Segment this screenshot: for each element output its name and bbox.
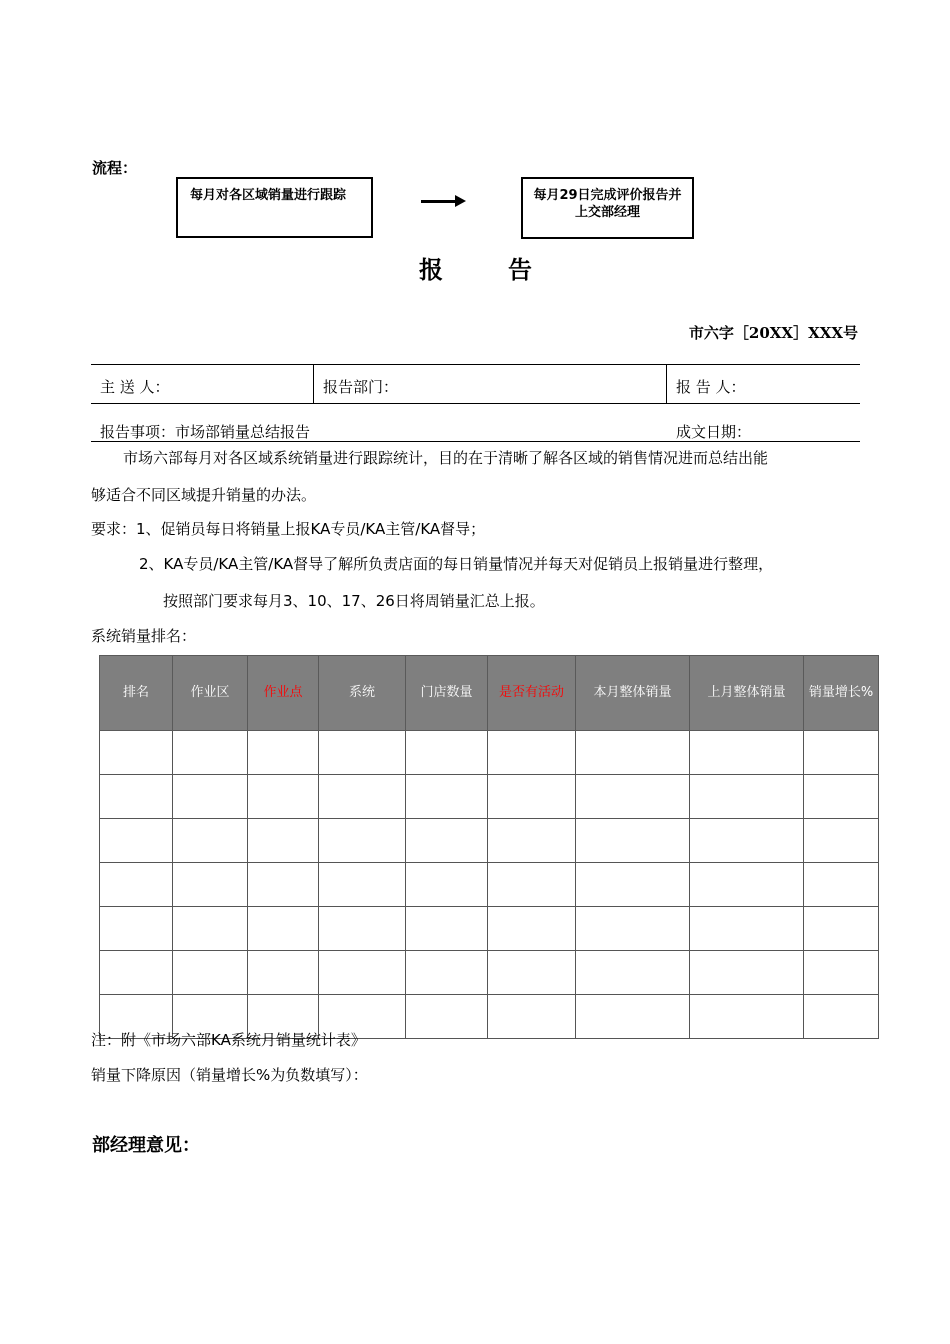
table-cell [173,731,248,775]
reporter-field: 报 告 人： [676,378,746,396]
table-row [100,775,879,819]
table-row [100,907,879,951]
table-cell [576,907,690,951]
table-cell [248,863,319,907]
requirement-2-line-2: 按照部门要求每月3、10、17、26日将周销量汇总上报。 [163,592,545,610]
flow-step-1-text: 每月对各区域销量进行跟踪 [190,188,347,203]
table-cell [576,995,690,1039]
table-cell [488,951,576,995]
column-header: 作业点 [248,656,319,731]
table-cell [488,819,576,863]
table-cell [406,731,488,775]
table-cell [576,951,690,995]
table-cell [406,819,488,863]
table-cell [100,863,173,907]
column-header: 本月整体销量 [576,656,690,731]
flow-step-2-box [521,177,694,239]
table-cell [488,731,576,775]
table-cell [690,907,804,951]
table-cell [319,775,406,819]
requirement-2-line-1: 2、KA专员/KA主管/KA督导了解所负责店面的每日销量情况并每天对促销员上报销量进行整理， [139,555,774,573]
ranking-table [99,655,879,1039]
header-divider-1 [313,364,314,403]
table-cell [406,863,488,907]
table-body [100,731,879,1039]
table-cell [319,731,406,775]
table-cell [100,951,173,995]
column-header: 作业区 [173,656,248,731]
table-cell [690,863,804,907]
flow-step-1-box [176,177,373,238]
department-field: 报告部门： [323,378,399,396]
column-header: 门店数量 [406,656,488,731]
table-cell [173,907,248,951]
table-cell [173,863,248,907]
column-header: 销量增长% [804,656,879,731]
right-arrow-icon [455,195,466,207]
table-cell [804,819,879,863]
table-cell [488,907,576,951]
table-cell [319,951,406,995]
intro-line-1: 市场六部每月对各区域系统销量进行跟踪统计，目的在于清晰了解各区域的销售情况进而总结出能 [123,449,769,467]
table-cell [406,995,488,1039]
page-title-char-1: 报 [419,256,443,284]
table-cell [173,775,248,819]
table-cell [804,863,879,907]
table-cell [100,731,173,775]
page-title-char-2: 告 [508,256,532,284]
table-row [100,819,879,863]
table-row [100,951,879,995]
table-cell [100,819,173,863]
table-cell [804,731,879,775]
table-cell [804,775,879,819]
table-cell [576,863,690,907]
table-cell [248,731,319,775]
document-number: 市六字［20XX］XXX号 [688,324,858,342]
flow-arrow-line [421,200,457,203]
table-cell [804,907,879,951]
table-row [100,863,879,907]
table-cell [248,819,319,863]
header-bottom-rule [91,441,860,442]
table-cell [576,731,690,775]
table-cell [319,863,406,907]
appendix-note: 注：附《市场六部KA系统月销量统计表》 [91,1031,366,1049]
table-cell [690,731,804,775]
table-cell [406,907,488,951]
table-header-row [100,656,879,731]
manager-opinion-label: 部经理意见： [92,1135,200,1156]
table-cell [248,907,319,951]
column-header: 排名 [100,656,173,731]
table-cell [248,951,319,995]
table-cell [319,907,406,951]
table-cell [690,995,804,1039]
requirement-1: 要求：1、促销员每日将销量上报KA专员/KA主管/KA督导； [91,520,486,538]
header-top-rule [91,364,860,365]
table-cell [488,995,576,1039]
table-cell [488,863,576,907]
flow-step-2-text: 每月29日完成评价报告并上交部经理 [533,188,682,220]
column-header: 是否有活动 [488,656,576,731]
table-cell [173,951,248,995]
flow-label: 流程： [92,159,138,177]
table-cell [100,775,173,819]
table-row [100,731,879,775]
decline-reason-label: 销量下降原因（销量增长%为负数填写）： [91,1066,368,1084]
subject-field: 报告事项：市场部销量总结报告 [100,423,311,441]
table-cell [406,951,488,995]
intro-line-2: 够适合不同区域提升销量的办法。 [91,486,317,504]
table-cell [690,775,804,819]
table-cell [488,775,576,819]
table-cell [804,951,879,995]
table-cell [576,819,690,863]
date-field: 成文日期： [676,423,752,441]
table-cell [804,995,879,1039]
table-cell [173,819,248,863]
column-header: 系统 [319,656,406,731]
ranking-label: 系统销量排名： [91,627,197,645]
table-cell [248,775,319,819]
column-header: 上月整体销量 [690,656,804,731]
sender-field: 主 送 人： [100,378,170,396]
header-divider-2 [666,364,667,403]
table-cell [100,907,173,951]
table-cell [576,775,690,819]
table-cell [406,775,488,819]
table-cell [319,819,406,863]
table-cell [690,819,804,863]
header-middle-rule [91,403,860,404]
table-cell [690,951,804,995]
